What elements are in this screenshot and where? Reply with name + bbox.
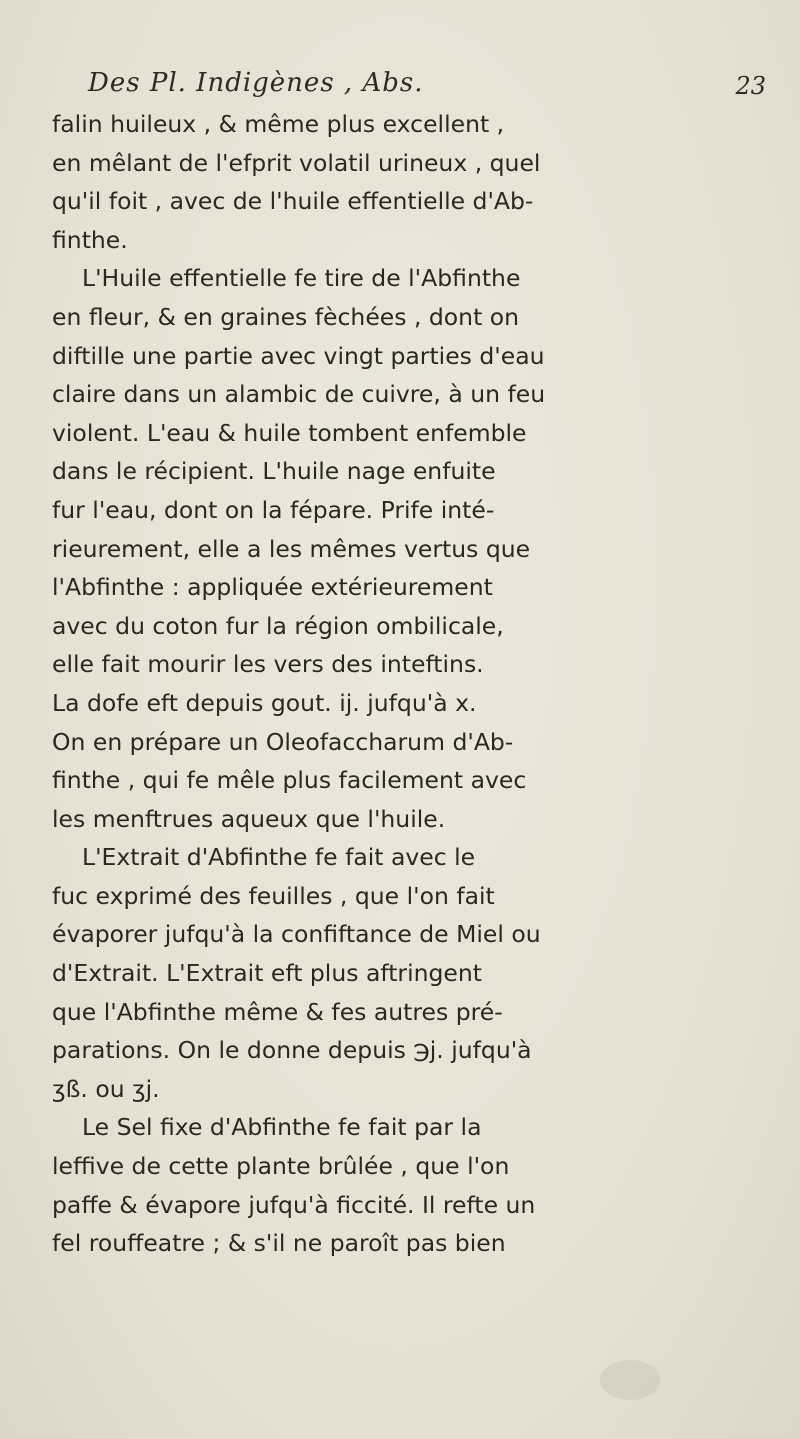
text-line: fuc exprimé des feuilles , que l'on fait — [52, 881, 495, 910]
text-line: d'Extrait. L'Extrait eft plus aftringent — [52, 959, 482, 988]
text-line: fel rouffeatre ; & s'il ne paroît pas bien — [52, 1229, 506, 1258]
text-line: L'Extrait d'Abfinthe fe fait avec le — [82, 843, 476, 872]
text-line: l'Abfinthe : appliquée extérieurement — [52, 573, 493, 602]
text-line: parations. On le donne depuis ℈j. jufqu'à — [52, 1036, 532, 1065]
text-line: claire dans un alambic de cuivre, à un feu — [52, 380, 546, 409]
text-line: Le Sel fixe d'Abfinthe fe fait par la — [82, 1113, 482, 1142]
text-line: L'Huile effentielle fe tire de l'Abfinthe — [82, 264, 521, 293]
text-line: avec du coton fur la région ombilicale, — [52, 611, 504, 640]
text-line: en fleur, & en graines fèchées , dont on — [52, 302, 520, 331]
text-line: On en prépare un Oleofaccharum d'Ab- — [52, 727, 514, 756]
text-line: violent. L'eau & huile tombent enfemble — [52, 418, 527, 447]
text-line: falin huileux , & même plus excellent , — [52, 110, 505, 138]
text-line: finthe. — [52, 225, 128, 254]
text-line: La dofe eft depuis gout. ij. jufqu'à x. — [52, 688, 477, 717]
text-line: ʒß. ou ʒj. — [52, 1074, 160, 1103]
paper-stain — [600, 1360, 660, 1400]
text-line: finthe , qui fe mêle plus facilement avec — [52, 766, 527, 795]
text-line: les menftrues aqueux que l'huile. — [52, 804, 446, 833]
text-line: rieurement, elle a les mêmes vertus que — [52, 534, 531, 563]
text-line: fur l'eau, dont on la fépare. Prife inté- — [52, 495, 495, 524]
text-line: en mêlant de l'efprit volatil urineux , quel — [52, 148, 541, 177]
text-line: dans le récipient. L'huile nage enfuite — [52, 457, 496, 486]
text-line: qu'il foit , avec de l'huile effentielle d'Ab- — [52, 187, 534, 216]
running-title: Des Pl. Indigènes , Abs. — [88, 68, 424, 98]
body-text — [52, 105, 782, 1263]
page-number: 23 — [735, 72, 766, 100]
text-line: elle fait mourir les vers des inteftins. — [52, 650, 484, 679]
text-line: leffive de cette plante brûlée , que l'on — [52, 1152, 510, 1181]
text-line: diftille une partie avec vingt parties d'eau — [52, 341, 545, 370]
text-line: paffe & évapore jufqu'à ficcité. Il refte un — [52, 1190, 536, 1219]
text-line: que l'Abfinthe même & fes autres pré- — [52, 997, 503, 1026]
text-line: évaporer jufqu'à la confiftance de Miel ou — [52, 920, 541, 949]
